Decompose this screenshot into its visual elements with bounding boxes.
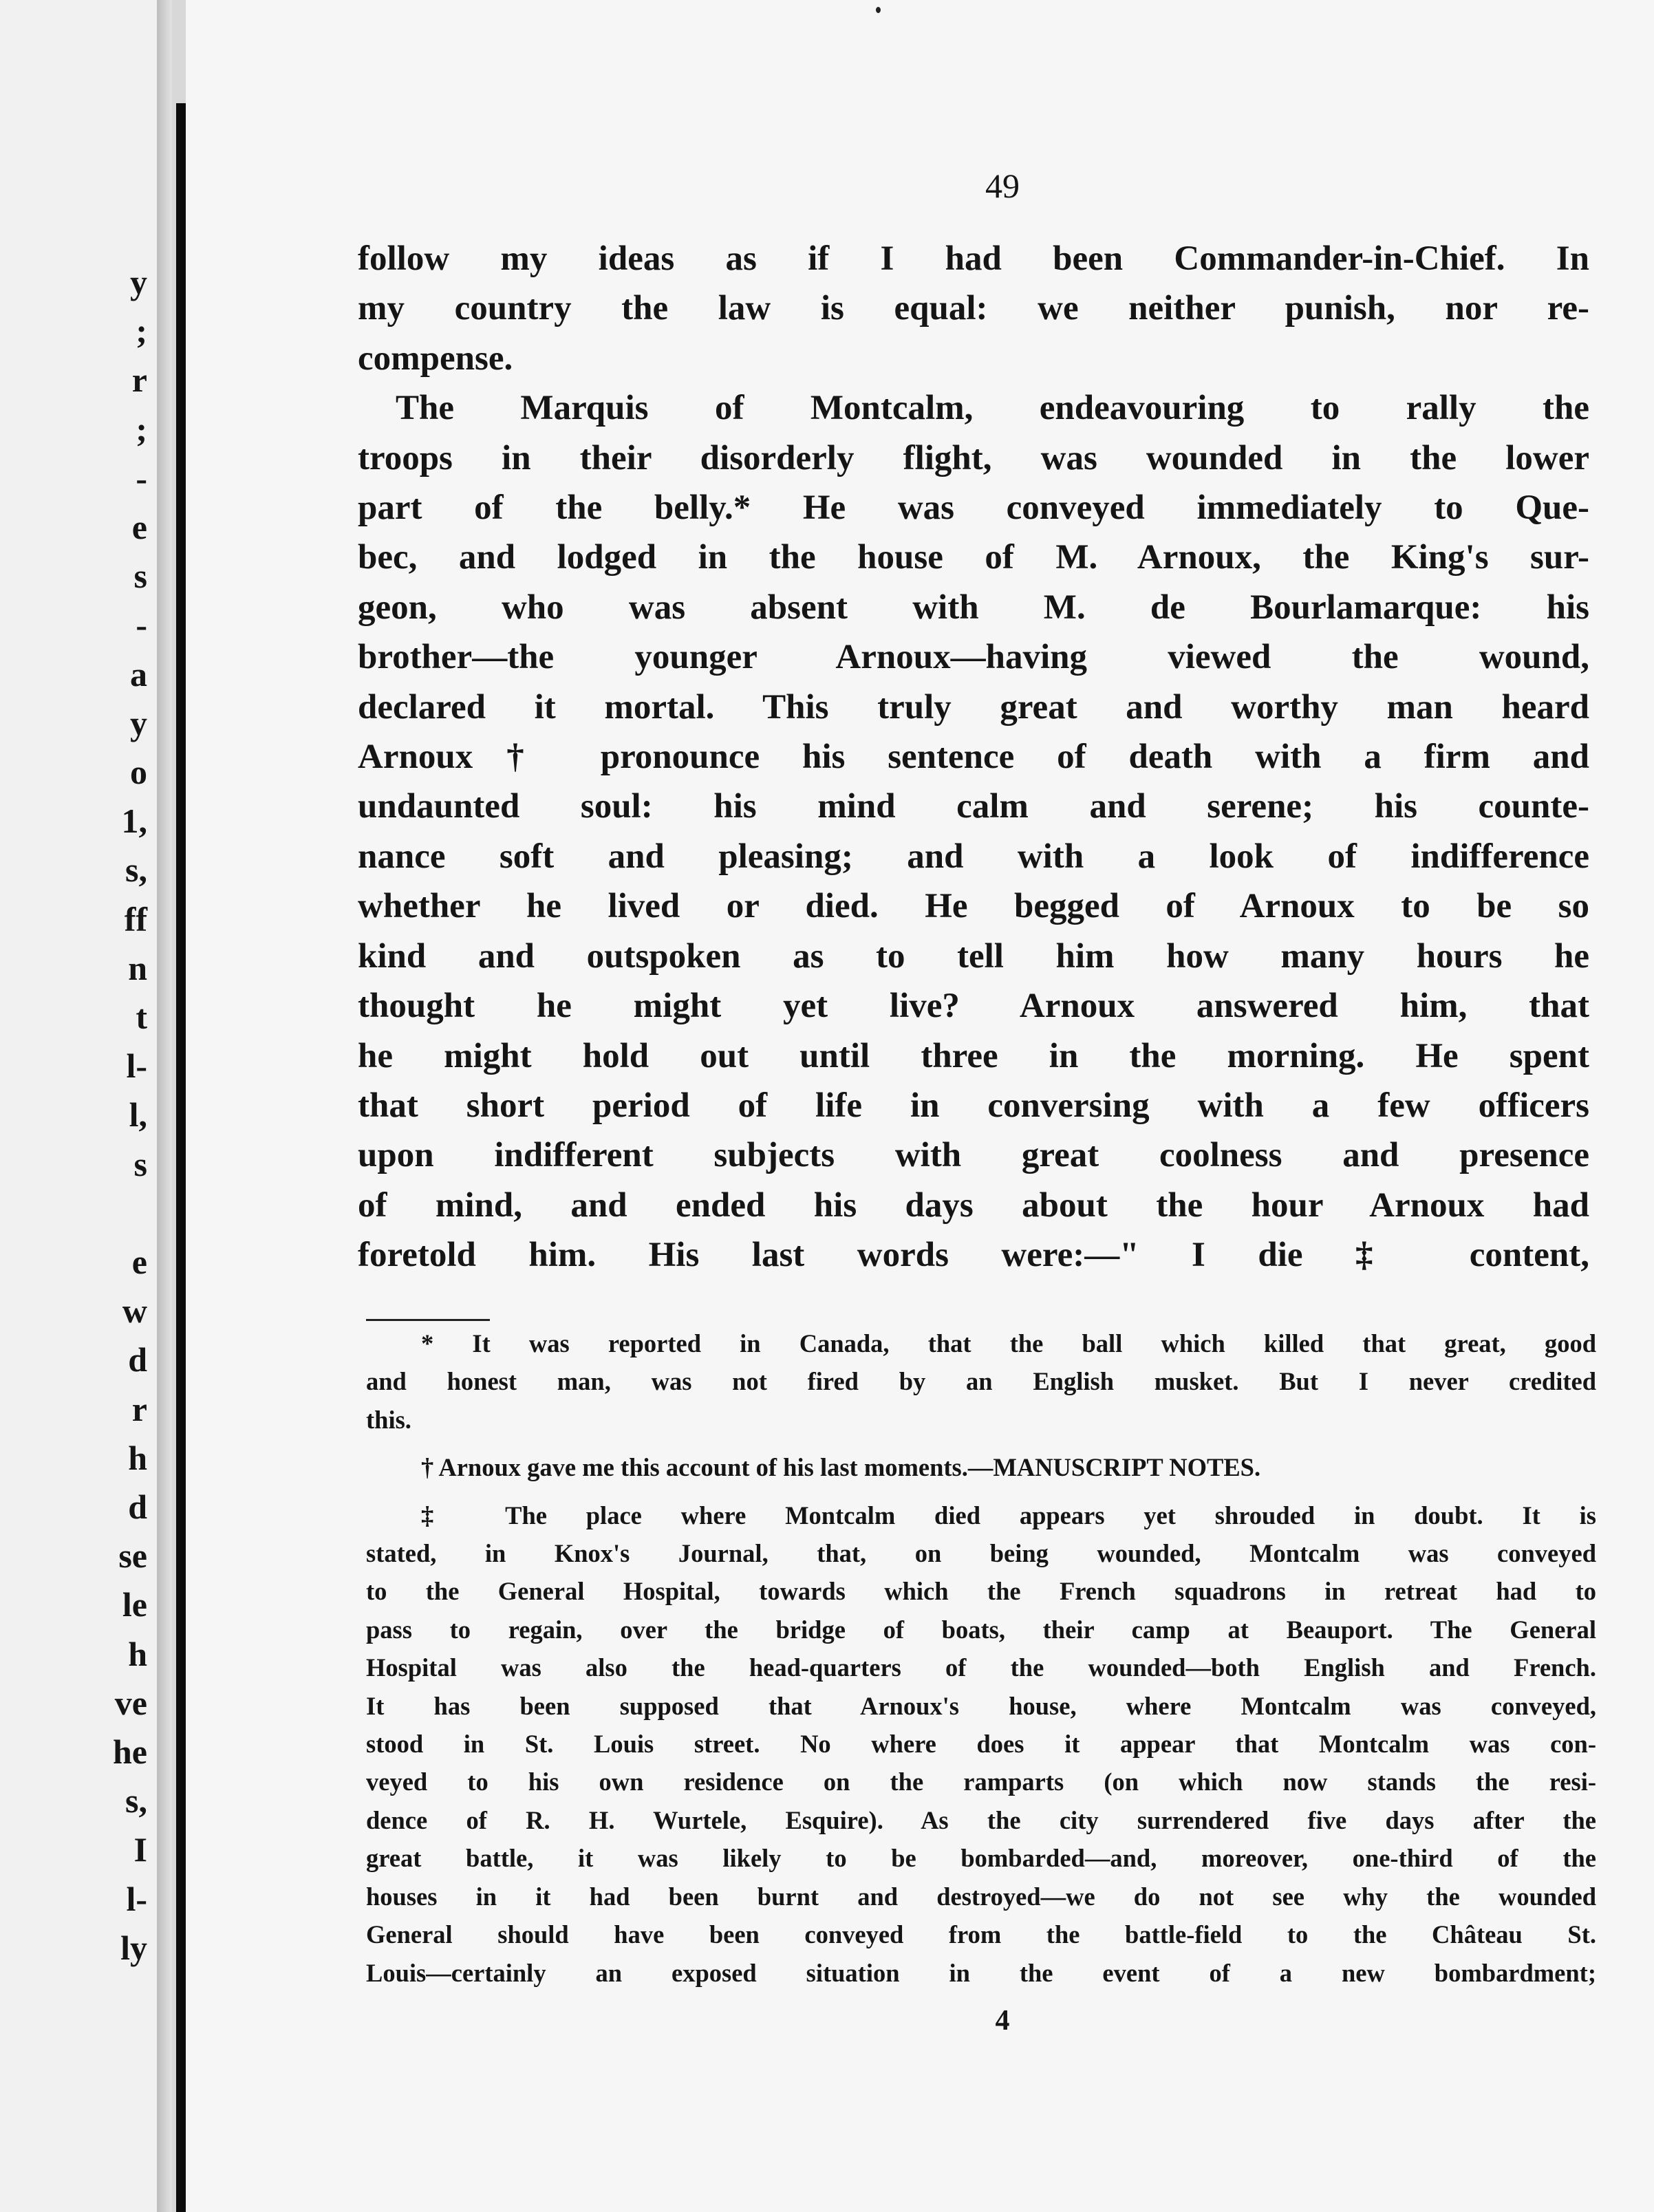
left-page-text-fragment: ;	[136, 312, 147, 351]
text-line: kind and outspoken as to tell him how many hours he	[358, 936, 1589, 976]
left-page-text-fragment: w	[122, 1291, 147, 1331]
footnote-line: pass to regain, over the bridge of boats, their camp at Beauport. The General	[366, 1615, 1596, 1644]
left-page-text-fragment: o	[130, 753, 147, 791]
left-page-text-fragment: se	[118, 1536, 147, 1576]
left-page-text-fragment: l-	[126, 1046, 147, 1086]
text-line: follow my ideas as if I had been Commander-in-Chief. In	[358, 239, 1589, 278]
footnote	[366, 1496, 1596, 1992]
body-paragraph	[358, 234, 1589, 383]
left-page-text-fragment: y	[130, 703, 147, 742]
text-line: declared it mortal. This truly great and worthy man heard	[358, 687, 1589, 727]
text-line: bec, and lodged in the house of M. Arnoux, the King's sur-	[358, 538, 1589, 577]
text-line: upon indifferent subjects with great coolness and presence	[358, 1136, 1589, 1175]
left-facing-page-fragment	[0, 0, 158, 2212]
left-page-text-fragment: e	[131, 508, 147, 546]
footnote-line: It has been supposed that Arnoux's house, where Montcalm was conveyed,	[366, 1691, 1596, 1720]
left-page-text-fragment: a	[130, 654, 147, 694]
left-page-text-fragment: h	[128, 1438, 147, 1477]
text-line: he might hold out until three in the morning. He spent	[358, 1036, 1589, 1075]
left-page-text-fragment: -	[136, 458, 147, 497]
left-page-text-fragment: I	[133, 1830, 147, 1869]
footnote-gap	[366, 1439, 1596, 1448]
text-line: whether he lived or died. He begged of Arnoux to be so	[358, 887, 1589, 926]
signature-mark: 4	[995, 2005, 1010, 2037]
body-text	[358, 234, 1589, 1280]
left-page-text-fragment: s,	[125, 1781, 147, 1821]
text-line: undaunted soul: his mind calm and serene; his counte-	[358, 787, 1589, 826]
left-page-text-fragment: he	[113, 1732, 147, 1771]
left-page-text-fragment: -	[136, 605, 147, 645]
footnote-line: General should have been conveyed from the battle-field to the Château St.	[366, 1920, 1596, 1949]
text-line: my country the law is equal: we neither punish, nor re-	[358, 289, 1589, 328]
footnote-line: this.	[366, 1405, 411, 1434]
footnotes	[366, 1324, 1596, 1992]
left-page-text-fragment: l-	[126, 1879, 147, 1918]
text-line: thought he might yet live? Arnoux answered him, that	[358, 987, 1589, 1026]
left-page-text-fragment: ff	[124, 899, 147, 938]
left-page-text-fragment: ly	[120, 1928, 147, 1967]
left-page-text-fragment: h	[128, 1634, 147, 1673]
text-line: nance soft and pleasing; and with a look of indifference	[358, 837, 1589, 876]
main-page	[186, 0, 1654, 2212]
footnote-rule	[366, 1319, 490, 1321]
text-line: of mind, and ended his days about the hour Arnoux had	[358, 1185, 1589, 1225]
text-line: compense.	[358, 339, 513, 378]
footnote-line: dence of R. H. Wurtele, Esquire). As the city surrendered five days after the	[366, 1805, 1596, 1834]
text-line: part of the belly.* He was conveyed immediately to Que-	[358, 488, 1589, 528]
left-page-text-fragment: le	[122, 1585, 147, 1624]
left-page-text-fragment: s	[133, 1144, 147, 1183]
text-line: The Marquis of Montcalm, endeavouring to rally the	[396, 389, 1589, 428]
left-page-text-fragment: l,	[129, 1095, 147, 1135]
footnote-line: and honest man, was not fired by an English musket. But I never credited	[366, 1367, 1596, 1396]
text-line: that short period of life in conversing with a few officers	[358, 1086, 1589, 1125]
left-page-text-fragment: y	[130, 263, 147, 301]
footnote-line: ‡ The place where Montcalm died appears yet shrouded in doubt. It is	[421, 1501, 1596, 1529]
binding-edge	[176, 103, 186, 2212]
left-page-text-fragment: n	[128, 948, 147, 987]
left-page-text-fragment: 1,	[121, 802, 147, 841]
footnote-line: great battle, it was likely to be bombarded—and, moreover, one-third of the	[366, 1844, 1596, 1873]
page-number: 49	[985, 167, 1020, 205]
left-page-text-fragment: s	[133, 557, 147, 596]
left-page-text-fragment: r	[131, 1389, 147, 1428]
body-paragraph	[358, 383, 1589, 1280]
footnote-line: stated, in Knox's Journal, that, on being wounded, Montcalm was conveyed	[366, 1539, 1596, 1568]
left-page-text-fragment: e	[131, 1243, 147, 1281]
footnote	[366, 1324, 1596, 1439]
left-page-text-fragment: ve	[114, 1683, 147, 1722]
left-page-text-fragment: d	[128, 1488, 147, 1526]
footnote-gap	[366, 1487, 1596, 1496]
text-line: geon, who was absent with M. de Bourlamarque: his	[358, 588, 1589, 627]
footnote-line: Hospital was also the head-quarters of the wounded—both English and French.	[366, 1653, 1596, 1682]
footnote-line: houses in it had been burnt and destroyed—we do not see why the wounded	[366, 1882, 1596, 1911]
left-page-text-fragment: s,	[125, 850, 147, 890]
left-page-text-fragment: ;	[136, 409, 147, 449]
footnote-line: Louis—certainly an exposed situation in the event of a new bombardment;	[366, 1958, 1596, 1987]
footnote-line: * It was reported in Canada, that the ball which killed that great, good	[421, 1329, 1596, 1357]
footnote-line: to the General Hospital, towards which the French squadrons in retreat had to	[366, 1577, 1596, 1606]
print-speck	[876, 7, 881, 13]
text-line: brother—the younger Arnoux—having viewed the wound,	[358, 638, 1589, 677]
gutter-shadow	[157, 0, 172, 2212]
left-page-text-fragment: d	[128, 1340, 147, 1379]
footnote	[366, 1448, 1596, 1486]
footnote-line: † Arnoux gave me this account of his last moments.—MANUSCRIPT NOTES.	[421, 1453, 1261, 1482]
left-page-text-fragment: t	[136, 998, 147, 1036]
text-line: troops in their disorderly flight, was wounded in the lower	[358, 438, 1589, 477]
left-page-text-fragment: r	[131, 361, 147, 400]
footnote-line: stood in St. Louis street. No where does it appear that Montcalm was con-	[366, 1730, 1596, 1759]
text-line: foretold him. His last words were:—" I die ‡ content,	[358, 1236, 1589, 1275]
text-line: Arnoux† pronounce his sentence of death with a firm and	[358, 738, 1589, 777]
footnote-line: veyed to his own residence on the ramparts (on which now stands the resi-	[366, 1768, 1596, 1796]
